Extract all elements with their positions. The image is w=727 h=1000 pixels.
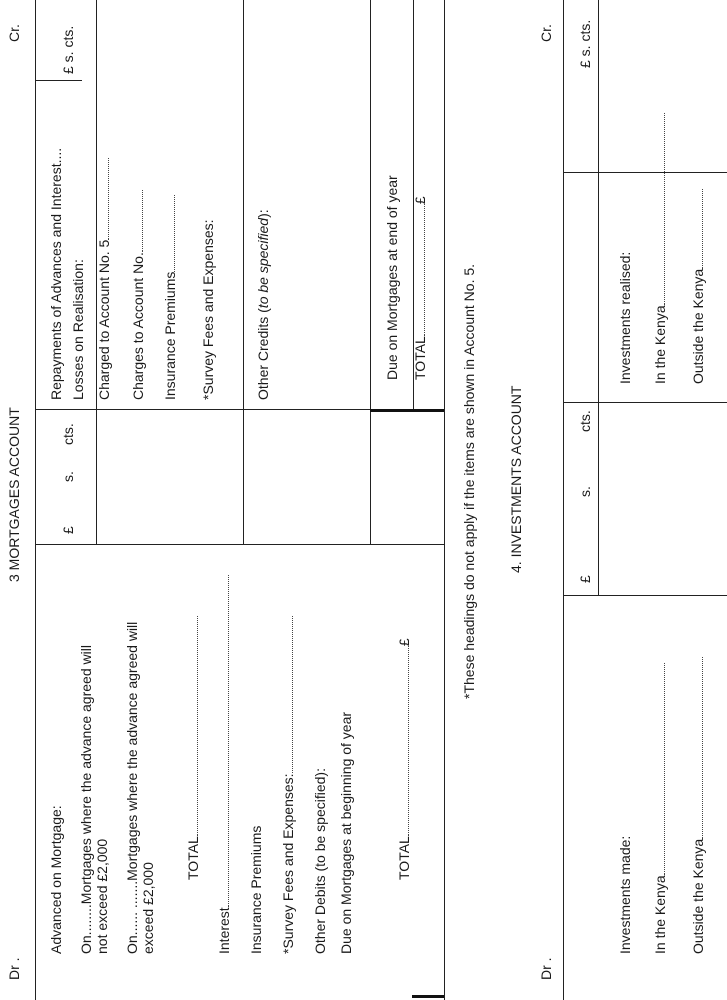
investments-top-border bbox=[563, 0, 564, 1000]
losses: Losses on Realisation: bbox=[70, 259, 86, 400]
investments-money-cts: cts. bbox=[577, 410, 593, 432]
interest-label: Interest bbox=[216, 907, 232, 954]
investments-money-cr-header: £ s. cts. bbox=[577, 19, 593, 68]
other-credits bbox=[255, 209, 272, 400]
total1 bbox=[185, 616, 202, 880]
money-cr-header: £ s. cts. bbox=[60, 25, 76, 74]
leader-dots bbox=[96, 158, 109, 240]
on-not-exceed-line1: On........Mortgages where the advance agreed will bbox=[78, 645, 94, 954]
investments-credit-outside-kenya-label: Outside the Kenya bbox=[690, 268, 706, 384]
other-debits: Other Debits (to be specified): bbox=[312, 768, 328, 954]
leader-dots bbox=[185, 616, 198, 836]
leader-dots bbox=[130, 190, 143, 252]
repayments: Repayments of Advances and Interest.... bbox=[48, 147, 64, 400]
due-end: Due on Mortgages at end of year bbox=[384, 175, 400, 380]
insurance-premiums: Insurance Premiums bbox=[248, 825, 264, 954]
on-exceed-line1: On...... .......Mortgages where the advance agreed will bbox=[124, 621, 140, 954]
other-credits-prefix: Other Credits ( bbox=[255, 308, 271, 400]
investments-outside-kenya-label: Outside the Kenya bbox=[690, 838, 706, 954]
leader-dots bbox=[690, 189, 703, 269]
total2-label: TOTAL bbox=[396, 836, 412, 880]
charged-to-label: Charged to Account No. 5 bbox=[96, 239, 112, 400]
investments-money-s: s. bbox=[577, 486, 593, 497]
interest bbox=[216, 575, 233, 954]
leader-dots bbox=[280, 616, 293, 773]
cr-label: Cr. bbox=[6, 24, 22, 42]
divider-line bbox=[370, 0, 371, 545]
leader-dots bbox=[652, 113, 665, 305]
leader-dots bbox=[162, 195, 175, 272]
on-not-exceed-line2: not exceed £2,000 bbox=[94, 838, 110, 954]
divider-line bbox=[35, 80, 82, 81]
total1-label: TOTAL bbox=[185, 836, 201, 880]
credit-insurance-premiums bbox=[162, 195, 179, 400]
investments-cr-label: Cr. bbox=[538, 24, 554, 42]
leader-dots bbox=[412, 204, 425, 336]
survey-fees bbox=[280, 616, 297, 954]
investments-divider bbox=[563, 172, 727, 173]
investments-divider bbox=[598, 0, 599, 596]
dr-label: Dr . bbox=[6, 957, 22, 980]
leader-dots bbox=[396, 646, 409, 836]
money-s-header: s. bbox=[60, 471, 76, 482]
total-thick-line bbox=[370, 409, 444, 412]
investments-credit-in-kenya bbox=[652, 113, 669, 384]
money-cts-header: cts. bbox=[60, 423, 76, 445]
investments-in-kenya bbox=[652, 663, 669, 954]
total2 bbox=[396, 638, 413, 880]
divider-line bbox=[243, 0, 244, 545]
total-thick-line bbox=[412, 995, 444, 998]
leader-dots bbox=[652, 663, 665, 875]
investments-money-pound: £ bbox=[577, 575, 593, 583]
credit-total bbox=[412, 196, 429, 380]
money-pound-header: £ bbox=[60, 526, 76, 534]
investments-outside-kenya bbox=[690, 657, 707, 954]
investments-divider bbox=[563, 402, 727, 403]
leader-dots bbox=[216, 575, 229, 907]
investments-in-kenya-label: In the Kenya bbox=[652, 875, 668, 954]
divider-line bbox=[35, 544, 444, 545]
mortgages-title: 3 MORTGAGES ACCOUNT bbox=[6, 407, 22, 582]
survey-fees-label: *Survey Fees and Expenses: bbox=[280, 773, 296, 954]
charges-to-label: Charges to Account No. bbox=[130, 252, 146, 400]
investments-realised: Investments realised: bbox=[617, 251, 633, 384]
investments-divider bbox=[563, 595, 727, 596]
due-beginning: Due on Mortgages at beginning of year bbox=[338, 711, 354, 954]
leader-dots bbox=[690, 657, 703, 839]
other-credits-italic: to be specified bbox=[255, 217, 271, 309]
investments-credit-in-kenya-label: In the Kenya bbox=[652, 305, 668, 384]
charges-to bbox=[130, 190, 147, 400]
advanced-heading: Advanced on Mortgage: bbox=[48, 805, 64, 954]
total2-pound: £ bbox=[396, 638, 412, 647]
credit-total-label: TOTAL bbox=[412, 336, 428, 380]
credit-survey-fees: *Survey Fees and Expenses: bbox=[200, 219, 216, 400]
investments-title: 4. INVESTMENTS ACCOUNT bbox=[508, 385, 524, 573]
charged-to bbox=[96, 158, 113, 400]
footnote: *These headings do not apply if the items are shown in Account No. 5. bbox=[461, 263, 477, 699]
table-top-border bbox=[35, 0, 36, 1000]
credit-insurance-label: Insurance Premiums bbox=[162, 271, 178, 400]
investments-dr-label: Dr . bbox=[538, 957, 554, 980]
investments-made: Investments made: bbox=[617, 835, 633, 954]
credit-total-pound: £ bbox=[412, 196, 428, 205]
other-credits-suffix: ): bbox=[255, 209, 271, 218]
on-exceed-line2: exceed £2,000 bbox=[140, 862, 156, 954]
table-bottom-border bbox=[444, 0, 445, 1000]
investments-credit-outside-kenya bbox=[690, 189, 707, 384]
